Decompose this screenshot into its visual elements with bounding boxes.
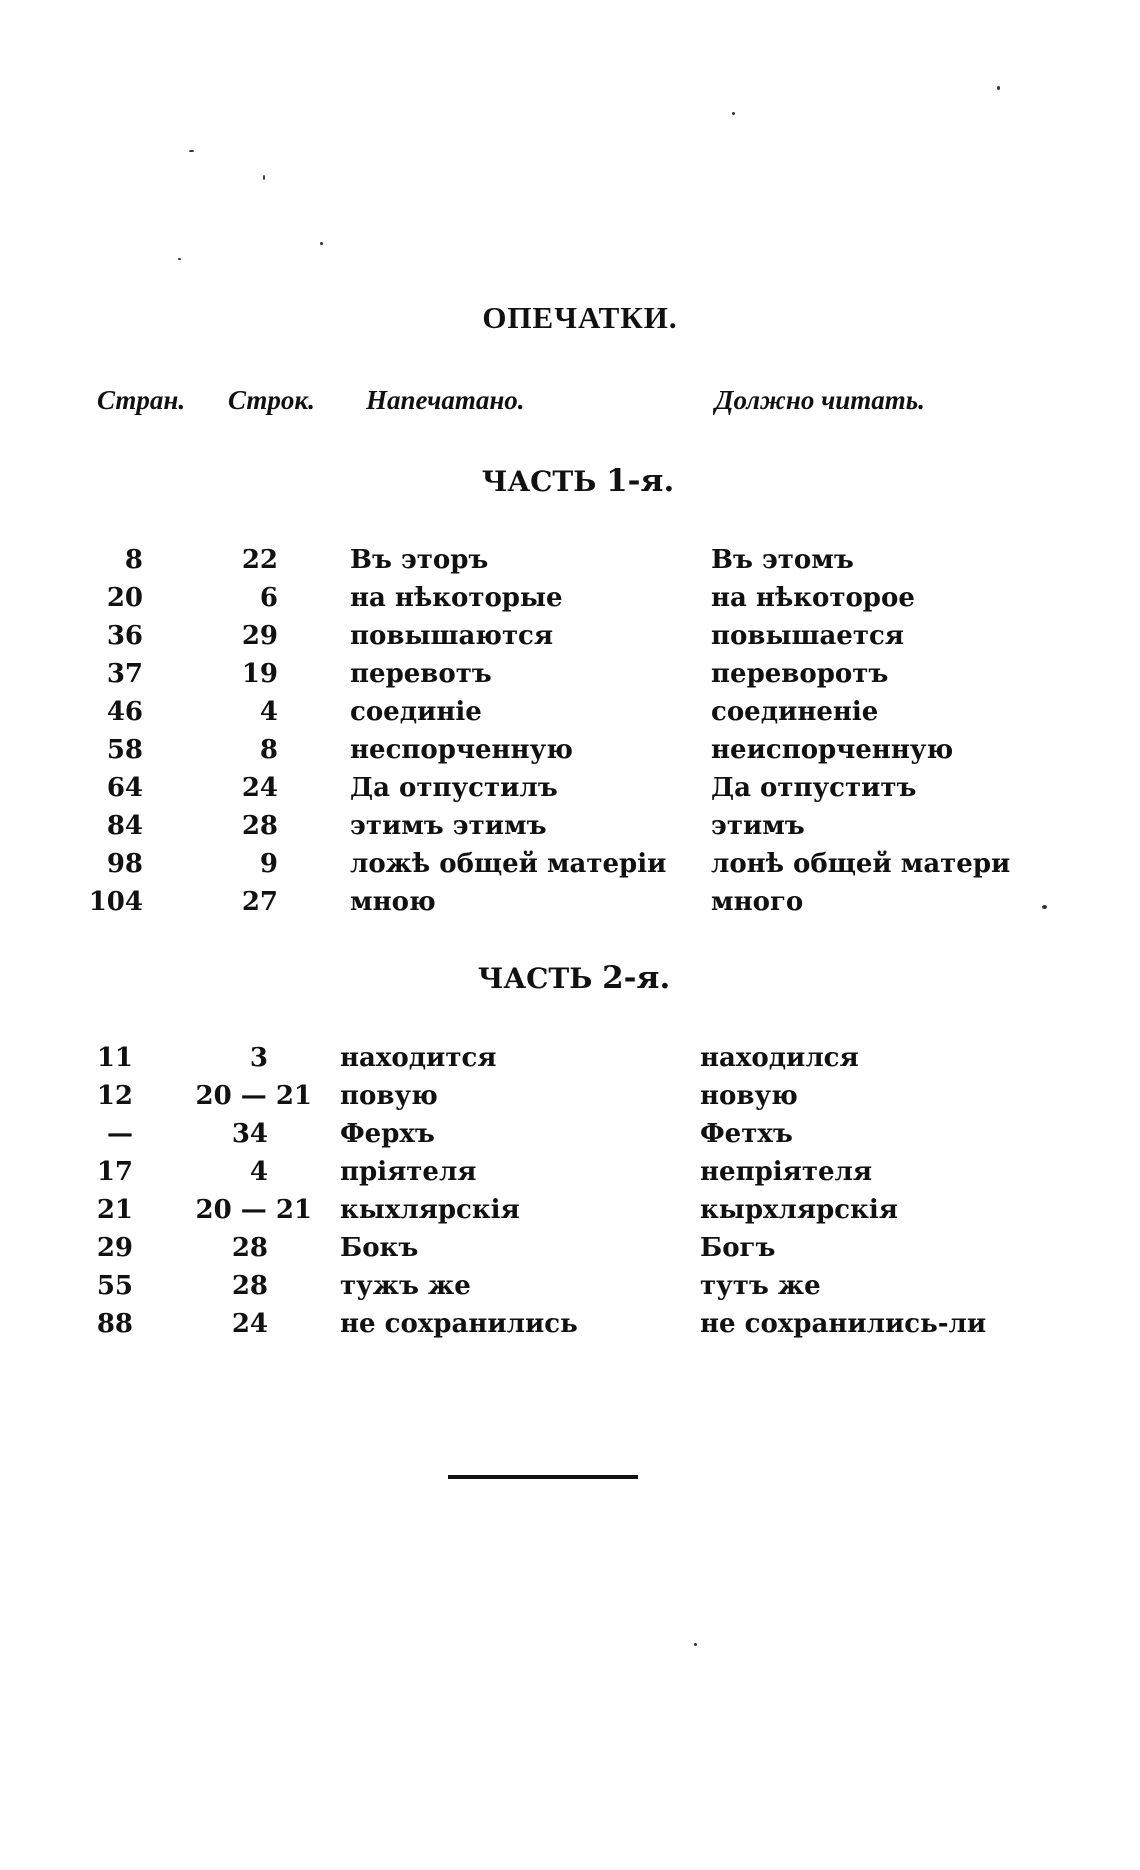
printed-text: повышаются (350, 621, 554, 651)
errata-row (0, 769, 1140, 807)
errata-row (0, 731, 1140, 769)
errata-row (0, 1305, 1140, 1343)
correct-text: находился (700, 1043, 859, 1073)
speck (178, 258, 181, 260)
printed-text: на нѣкоторые (350, 583, 563, 613)
correct-text: много (711, 887, 804, 917)
page-number: 84 (106, 811, 143, 841)
line-number: 28 (241, 811, 278, 841)
page-number: 36 (106, 621, 143, 651)
errata-row (0, 845, 1140, 883)
column-header-page: Стран. (97, 385, 186, 415)
correct-text: этимъ (711, 811, 805, 841)
page-number: 58 (106, 735, 143, 765)
correct-text: неиспорченную (711, 735, 954, 765)
page-number: 98 (106, 849, 143, 879)
errata-row (0, 579, 1140, 617)
printed-text: ложѣ общей матеріи (350, 849, 667, 879)
errata-row (0, 541, 1140, 579)
correct-text: кырхлярскія (700, 1195, 898, 1225)
line-number: 6 (259, 583, 278, 613)
errata-row (0, 1115, 1140, 1153)
line-number: 24 (241, 773, 278, 803)
part-1-heading (0, 463, 1140, 499)
printed-text: неспорченную (350, 735, 573, 765)
speck (997, 86, 1000, 90)
column-header-should-read: Должно читать. (715, 385, 925, 415)
part-label: ЧАСТЬ (477, 962, 593, 995)
page-number: 88 (96, 1309, 133, 1339)
printed-text: Да отпустилъ (350, 773, 558, 803)
page-number: 12 (96, 1081, 133, 1111)
line-number: 34 (231, 1119, 268, 1149)
speck (694, 1643, 697, 1646)
printed-text: не сохранились (340, 1309, 578, 1339)
closing-rule (448, 1475, 638, 1479)
line-number: 24 (231, 1309, 268, 1339)
page-number: 29 (96, 1233, 133, 1263)
column-header-line: Строк. (228, 385, 315, 415)
line-number: 4 (249, 1157, 268, 1187)
correct-text: Фетхъ (700, 1119, 793, 1149)
correct-text: не сохранились-ли (700, 1309, 987, 1339)
printed-text: мною (350, 887, 436, 917)
errata-row (0, 693, 1140, 731)
correct-text: соединеніе (711, 697, 879, 727)
printed-text: этимъ этимъ (350, 811, 547, 841)
line-number: 28 (231, 1233, 268, 1263)
page-number: 64 (106, 773, 143, 803)
errata-row (0, 655, 1140, 693)
speck (320, 242, 323, 245)
printed-text: перевотъ (350, 659, 492, 689)
page-title: ОПЕЧАТКИ. (482, 300, 678, 335)
correct-text: Въ этомъ (711, 545, 854, 575)
errata-row (0, 807, 1140, 845)
page-number: 17 (96, 1157, 133, 1187)
printed-text: находится (340, 1043, 497, 1073)
page-number: 20 (106, 583, 143, 613)
errata-row (0, 1191, 1140, 1229)
errata-row (0, 883, 1140, 921)
page-number: — (107, 1119, 133, 1149)
line-number: 22 (241, 545, 278, 575)
page-number: 37 (106, 659, 143, 689)
page-number: 55 (96, 1271, 133, 1301)
line-number: 4 (259, 697, 278, 727)
printed-text: Въ эторъ (350, 545, 489, 575)
speck (263, 175, 265, 180)
line-number: 28 (231, 1271, 268, 1301)
line-number: 20 — 21 (195, 1195, 312, 1225)
line-number: 29 (241, 621, 278, 651)
correct-text: новую (700, 1081, 798, 1111)
part-label: ЧАСТЬ (481, 465, 597, 498)
line-number: 9 (259, 849, 278, 879)
correct-text: тутъ же (700, 1271, 821, 1301)
errata-row (0, 1267, 1140, 1305)
page-number: 46 (106, 697, 143, 727)
errata-row (0, 617, 1140, 655)
speck (189, 150, 194, 152)
line-number: 8 (259, 735, 278, 765)
part-number: 1-я. (606, 463, 675, 499)
correct-text: лонѣ общей матери (711, 849, 1011, 879)
errata-row (0, 1153, 1140, 1191)
printed-text: соединіе (350, 697, 482, 727)
printed-text: Ферхъ (340, 1119, 435, 1149)
page-number: 21 (96, 1195, 133, 1225)
speck (732, 112, 735, 115)
line-number: 27 (241, 887, 278, 917)
correct-text: на нѣкоторое (711, 583, 915, 613)
correct-text: Да отпуститъ (711, 773, 917, 803)
correct-text: Богъ (700, 1233, 776, 1263)
part-number: 2-я. (602, 960, 671, 996)
column-header-printed: Напечатано. (366, 385, 525, 415)
correct-text: непріятеля (700, 1157, 873, 1187)
errata-row (0, 1229, 1140, 1267)
printed-text: повую (340, 1081, 438, 1111)
printed-text: Бокъ (340, 1233, 419, 1263)
line-number: 3 (249, 1043, 268, 1073)
correct-text: переворотъ (711, 659, 889, 689)
line-number: 20 — 21 (195, 1081, 312, 1111)
page-number: 11 (96, 1043, 133, 1073)
printed-text: тужъ же (340, 1271, 471, 1301)
page-number: 104 (88, 887, 143, 917)
errata-row (0, 1077, 1140, 1115)
printed-text: кыхлярскія (340, 1195, 520, 1225)
errata-row (0, 1039, 1140, 1077)
page-number: 8 (124, 545, 143, 575)
printed-text: пріятеля (340, 1157, 477, 1187)
correct-text: повышается (711, 621, 904, 651)
line-number: 19 (241, 659, 278, 689)
part-2-heading (0, 960, 1140, 996)
